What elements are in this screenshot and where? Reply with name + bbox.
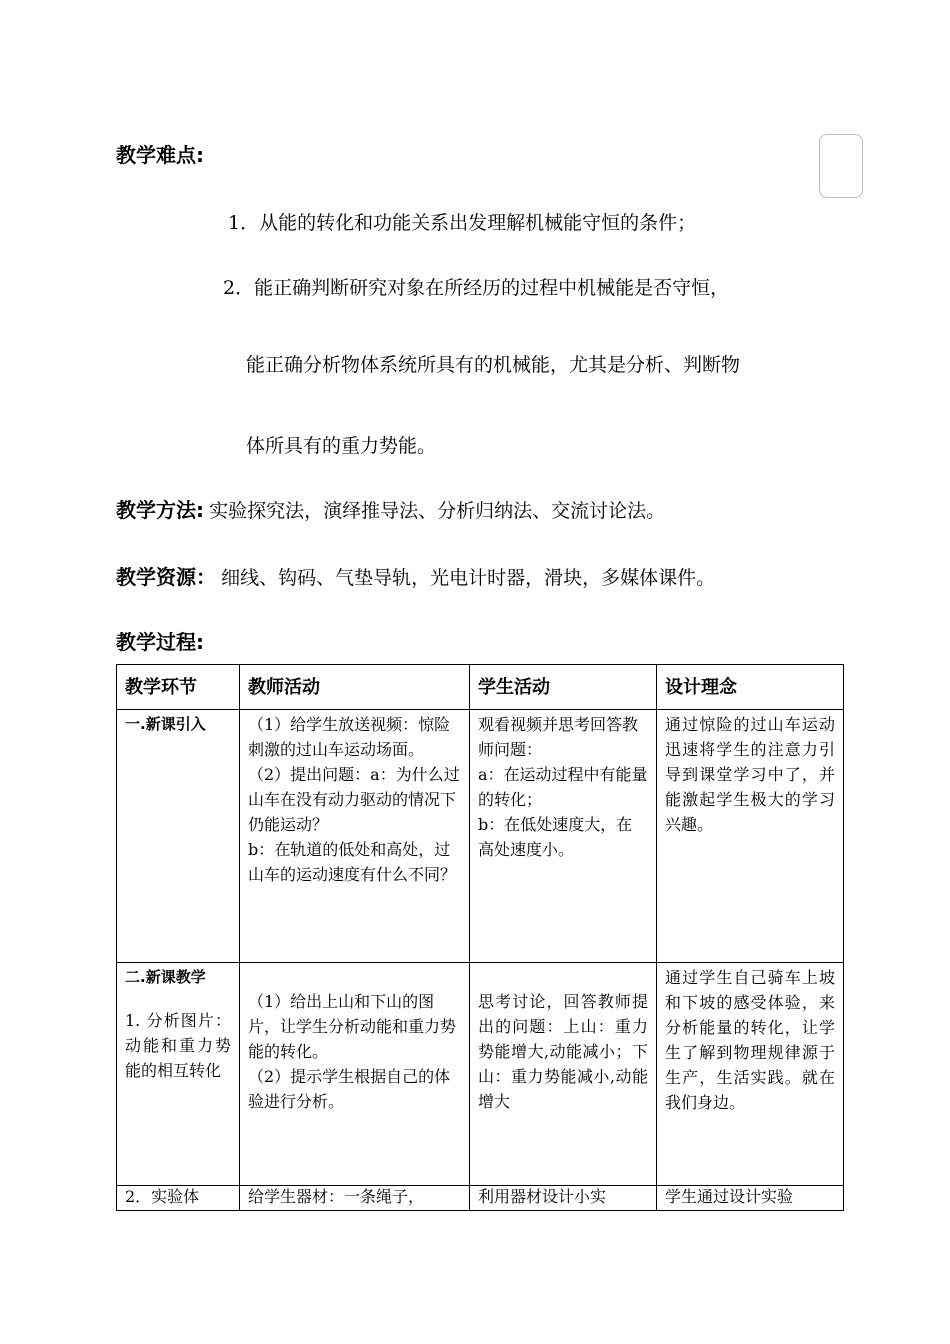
student-activity-cell: 思考讨论，回答教师提出的问题：上山：重力势能增大,动能减小；下山：重力势能减小,动能增大 (470, 963, 657, 1186)
process-table (116, 664, 844, 1211)
table-row (117, 963, 844, 1186)
column-header-design: 设计理念 (657, 665, 844, 710)
teacher-activity-cell: （1）给出上山和下山的图片，让学生分析动能和重力势能的转化。 （2）提示学生根据自己的体验进行分析。 (240, 963, 470, 1186)
design-concept-cell: 学生通过设计实验 (657, 1186, 844, 1211)
stage-cell (117, 963, 240, 1186)
resources-text: 细线、钩码、气垫导轨，光电计时器，滑块，多媒体课件。 (221, 567, 716, 589)
stage-title: 一.新课引入 (125, 715, 206, 733)
student-activity-cell: 利用器材设计小实 (470, 1186, 657, 1211)
difficulty-item-1: 1．从能的转化和功能关系出发理解机械能守恒的条件； (228, 212, 697, 234)
stage-title: 二.新课教学 (125, 968, 206, 986)
table-header-row (117, 665, 844, 710)
stage-subtitle: 1. 分析图片：动能和重力势能的相互转化 (125, 1011, 231, 1080)
design-concept-cell: 通过惊险的过山车运动迅速将学生的注意力引导到课堂学习中了，并能激起学生极大的学习兴趣。 (657, 710, 844, 963)
table-row (117, 1186, 844, 1211)
methods-line (116, 494, 665, 523)
teacher-activity-cell: 给学生器材：一条绳子， (240, 1186, 470, 1211)
difficulties-heading: 教学难点: (116, 143, 204, 167)
stage-cell (117, 1186, 240, 1211)
process-heading: 教学过程: (116, 630, 204, 654)
comment-box (819, 134, 863, 198)
column-header-teacher: 教师活动 (240, 665, 470, 710)
table-row (117, 710, 844, 963)
methods-text: 实验探究法，演绎推导法、分析归纳法、交流讨论法。 (209, 500, 666, 522)
column-header-stage: 教学环节 (117, 665, 240, 710)
difficulty-item-2-line-1: 2．能正确判断研究对象在所经历的过程中机械能是否守恒， (223, 277, 730, 299)
resources-heading: 教学资源： (116, 565, 216, 589)
design-concept-cell: 通过学生自己骑车上坡和下坡的感受体验，来分析能量的转化，让学生了解到物理规律源于生产，生活实践。就在我们身边。 (657, 963, 844, 1186)
column-header-student: 学生活动 (470, 665, 657, 710)
methods-heading: 教学方法: (116, 498, 204, 522)
stage-cell (117, 710, 240, 963)
stage-title: 2．实验体 (125, 1187, 200, 1206)
teacher-activity-cell: （1）给学生放送视频：惊险刺激的过山车运动场面。 （2）提出问题：a：为什么过山车在没有动力驱动的情况下仍能运动？ b：在轨道的低处和高处，过山车的运动速度有什么不同？ (240, 710, 470, 963)
resources-line (116, 561, 715, 590)
difficulty-item-2-line-3: 体所具有的重力势能。 (246, 435, 437, 457)
difficulty-item-2-line-2: 能正确分析物体系统所具有的机械能，尤其是分析、判断物 (246, 354, 741, 376)
student-activity-cell: 观看视频并思考回答教师问题： a：在运动过程中有能量的转化； b：在低处速度大，在高处速度小。 (470, 710, 657, 963)
